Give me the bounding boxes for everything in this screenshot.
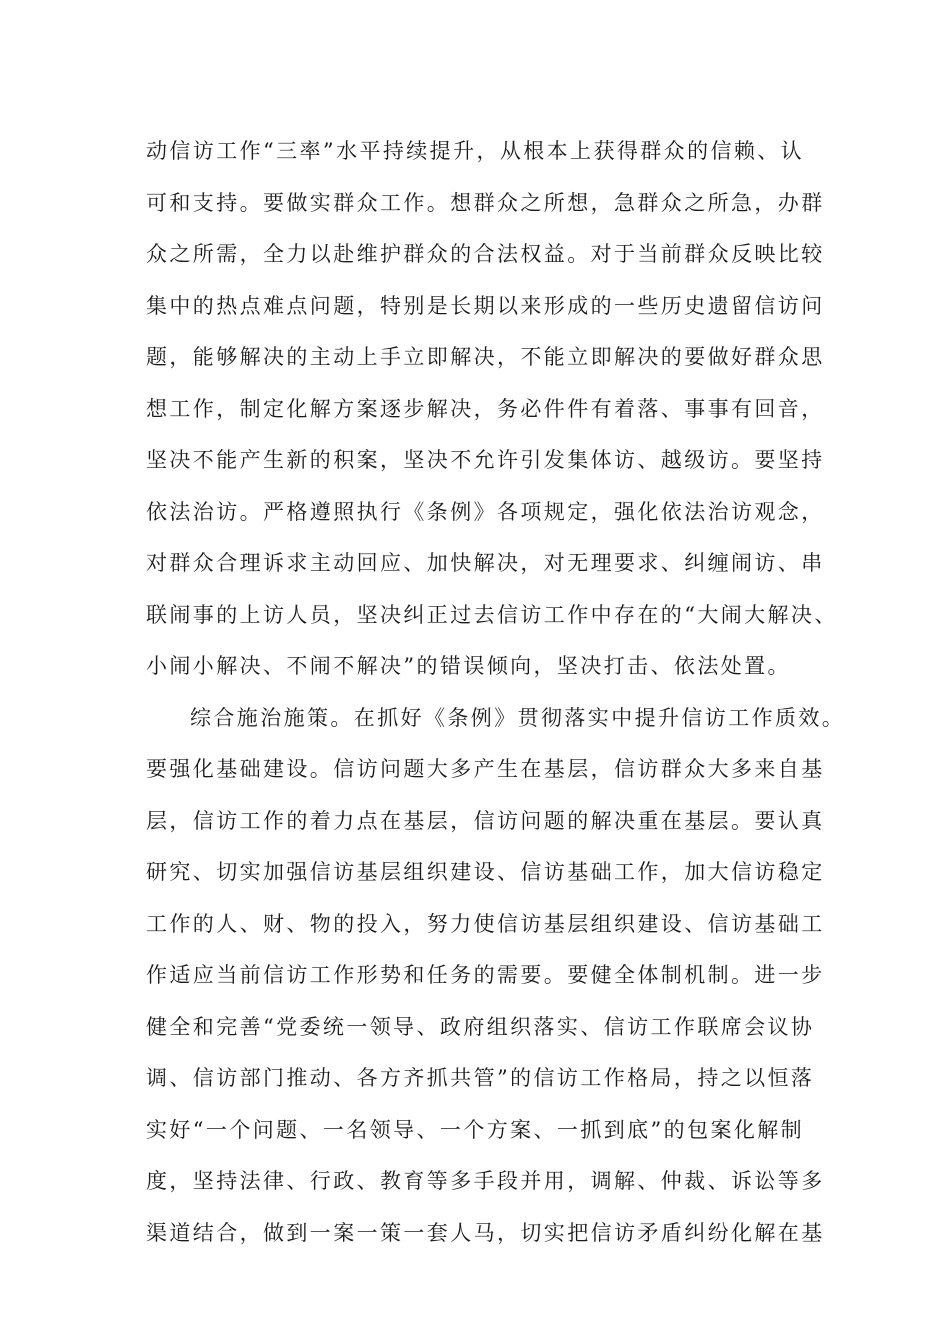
- text-line: 依法治访。严格遵照执行《条例》各项规定，强化依法治访观念，: [146, 499, 825, 524]
- text-line: 作适应当前信访工作形势和任务的需要。要健全体制机制。进一步: [146, 963, 825, 987]
- text-line: 坚决不能产生新的积案，坚决不允许引发集体访、越级访。要坚持: [146, 448, 825, 472]
- text-line: 小闹小解决、不闹不解决”的错误倾向，坚决打击、依法处置。: [146, 654, 791, 678]
- body-text: [146, 126, 846, 1259]
- text-line: 可和支持。要做实群众工作。想群众之所想，急群众之所急，办群: [146, 190, 825, 215]
- text-line: 要强化基础建设。信访问题大多产生在基层，信访群众大多来自基: [146, 757, 825, 781]
- text-line: 集中的热点难点问题，特别是长期以来形成的一些历史遗留信访问: [146, 293, 825, 318]
- text-line: 众之所需，全力以赴维护群众的合法权益。对于当前群众反映比较: [146, 242, 825, 266]
- text-line: 渠道结合，做到一案一策一套人马，切实把信访矛盾纠纷化解在基: [146, 1220, 825, 1245]
- text-line: 对群众合理诉求主动回应、加快解决，对无理要求、纠缠闹访、串: [146, 551, 825, 575]
- text-line: 联闹事的上访人员，坚决纠正过去信访工作中存在的“大闹大解决、: [146, 602, 838, 627]
- text-line: 度，坚持法律、行政、教育等多手段并用，调解、仲裁、诉讼等多: [146, 1169, 825, 1193]
- text-line: 实好“一个问题、一名领导、一个方案、一抓到底”的包案化解制: [146, 1117, 805, 1142]
- text-line: 工作的人、财、物的投入，努力使信访基层组织建设、信访基础工: [146, 911, 825, 936]
- text-line: 调、信访部门推动、各方齐抓共管”的信访工作格局，持之以恒落: [146, 1066, 815, 1090]
- text-line: 动信访工作“三率”水平持续提升，从根本上获得群众的信赖、认: [146, 139, 805, 163]
- text-line: 想工作，制定化解方案逐步解决，务必件件有着落、事事有回音，: [146, 396, 825, 421]
- text-line: 研究、切实加强信访基层组织建设、信访基础工作，加大信访稳定: [146, 860, 825, 884]
- paragraph-start-line: 综合施治施策。在抓好《条例》贯彻落实中提升信访工作质效。: [190, 705, 846, 730]
- text-line: 层，信访工作的着力点在基层，信访问题的解决重在基层。要认真: [146, 808, 825, 833]
- text-line: 健全和完善“党委统一领导、政府组织落实、信访工作联席会议协: [146, 1014, 815, 1039]
- text-line: 题，能够解决的主动上手立即解决，不能立即解决的要做好群众思: [146, 345, 825, 369]
